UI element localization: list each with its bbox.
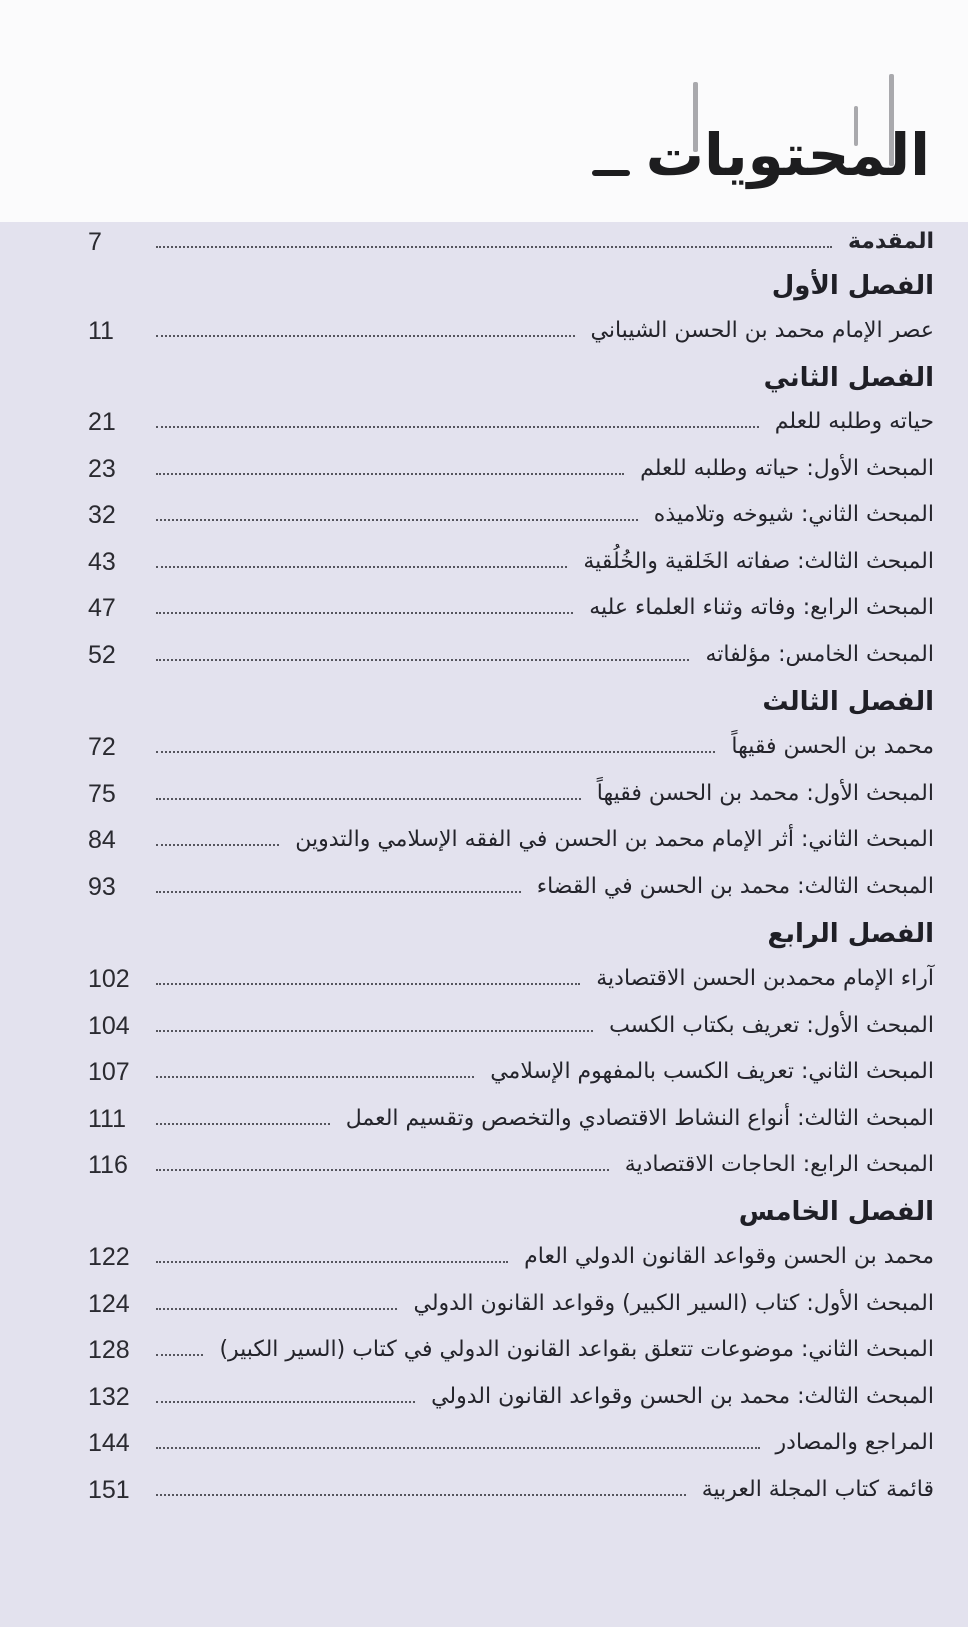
toc-entry[interactable] (88, 820, 934, 856)
dot-leader (156, 473, 624, 475)
toc-entry[interactable] (88, 1377, 934, 1413)
toc-entry-page: 72 (88, 733, 116, 761)
toc-entry[interactable] (88, 1237, 934, 1273)
dot-leader (156, 519, 638, 521)
toc-entry-label: محمد بن الحسن فقيهاً (731, 734, 934, 759)
toc-entry-page: 75 (88, 780, 116, 808)
dot-leader (156, 1447, 760, 1449)
toc-entry-page: 102 (88, 965, 130, 993)
toc-entry-page: 32 (88, 501, 116, 529)
toc-entry-label: محمد بن الحسن وقواعد القانون الدولي العام (524, 1244, 934, 1269)
title-decor-tail (592, 170, 630, 176)
toc-entry-page: 11 (88, 317, 114, 345)
toc-entry-label: المبحث الرابع: وفاته وثناء العلماء عليه (589, 595, 934, 620)
toc-entry[interactable] (88, 449, 934, 485)
toc-entry-page: 132 (88, 1383, 130, 1411)
toc-entry[interactable] (88, 1006, 934, 1042)
toc-entry-label: المراجع والمصادر (775, 1430, 934, 1455)
toc-entry[interactable] (88, 959, 934, 995)
dot-leader (156, 1076, 474, 1078)
toc-entry-label: آراء الإمام محمدبن الحسن الاقتصادية (596, 966, 934, 991)
dot-leader (156, 566, 567, 568)
toc-entry-label: قائمة كتاب المجلة العربية (701, 1477, 934, 1502)
title-block (590, 72, 930, 190)
toc-entry-page: 107 (88, 1058, 130, 1086)
toc-entry-page: 128 (88, 1336, 130, 1364)
toc-entry-page: 104 (88, 1012, 130, 1040)
dot-leader (156, 426, 759, 428)
page-header (0, 0, 968, 222)
contents-panel (0, 222, 968, 1627)
dot-leader (156, 246, 832, 248)
toc-entry[interactable] (88, 1052, 934, 1088)
dot-leader (156, 1030, 593, 1032)
dot-leader (156, 844, 279, 846)
dot-leader (156, 659, 689, 661)
dot-leader (156, 983, 580, 985)
toc-entry[interactable] (88, 588, 934, 624)
toc-entry[interactable] (88, 311, 934, 347)
toc-entry-page: 124 (88, 1290, 130, 1318)
toc-entry[interactable] (88, 542, 934, 578)
dot-leader (156, 1494, 686, 1496)
toc-entry[interactable] (88, 1330, 934, 1366)
toc-entry-page: 116 (88, 1151, 128, 1179)
toc-entry[interactable] (88, 727, 934, 763)
toc-entry-page: 43 (88, 548, 116, 576)
toc-entry-label: المبحث الرابع: الحاجات الاقتصادية (624, 1152, 934, 1177)
dot-leader (156, 612, 573, 614)
toc-entry-label: حياته وطلبه للعلم (774, 409, 934, 434)
toc-entry-page: 151 (88, 1476, 130, 1504)
toc-entry[interactable] (88, 635, 934, 671)
toc-entry[interactable] (88, 495, 934, 531)
toc-entry-page: 144 (88, 1429, 130, 1457)
toc-entry-page: 122 (88, 1243, 130, 1271)
chapter-heading: الفصل الرابع (767, 919, 934, 949)
toc-entry-references[interactable] (88, 1423, 934, 1459)
toc-entry-label: المبحث الثالث: محمد بن الحسن وقواعد القانون الدولي (431, 1384, 934, 1409)
toc-entry-label: المبحث الأول: حياته وطلبه للعلم (640, 456, 934, 481)
toc-entry-book-list[interactable] (88, 1470, 934, 1506)
chapter-heading: الفصل الثاني (763, 363, 934, 393)
toc-entry-introduction[interactable] (88, 222, 934, 258)
toc-entry-page: 47 (88, 594, 116, 622)
toc-entry-label: المقدمة (847, 229, 934, 254)
toc-entry-label: المبحث الثاني: تعريف الكسب بالمفهوم الإسلامي (490, 1059, 934, 1084)
toc-entry-page: 21 (88, 408, 116, 436)
dot-leader (156, 1123, 330, 1125)
dot-leader (156, 1308, 397, 1310)
toc-entry-page: 93 (88, 873, 116, 901)
dot-leader (156, 1401, 415, 1403)
toc-entry-page: 52 (88, 641, 116, 669)
toc-entry-label: المبحث الخامس: مؤلفاته (705, 642, 934, 667)
toc-entry[interactable] (88, 867, 934, 903)
toc-entry[interactable] (88, 1284, 934, 1320)
toc-entry-page: 23 (88, 455, 116, 483)
toc-entry-label: المبحث الثالث: أنواع النشاط الاقتصادي والتخصص وتقسيم العمل (345, 1106, 934, 1131)
toc-entry-label: المبحث الثاني: شيوخه وتلاميذه (653, 502, 934, 527)
toc-entry-label: عصر الإمام محمد بن الحسن الشيباني (590, 318, 934, 343)
toc-entry-label: المبحث الثالث: صفاته الخَلقية والخُلُقية (583, 549, 934, 574)
dot-leader (156, 798, 581, 800)
toc-entry-label: المبحث الثالث: محمد بن الحسن في القضاء (536, 874, 934, 899)
toc-entry-page: 84 (88, 826, 116, 854)
table-of-contents (0, 222, 968, 1622)
toc-entry-label: المبحث الأول: محمد بن الحسن فقيهاً (596, 781, 934, 806)
chapter-heading: الفصل الخامس (738, 1197, 934, 1227)
toc-entry-label: المبحث الأول: تعريف بكتاب الكسب (609, 1013, 934, 1038)
chapter-heading: الفصل الأول (771, 271, 934, 301)
toc-entry-label: المبحث الثاني: أثر الإمام محمد بن الحسن في الفقه الإسلامي والتدوين (295, 827, 934, 852)
toc-entry-label: المبحث الثاني: موضوعات تتعلق بقواعد القانون الدولي في كتاب (السير الكبير) (219, 1337, 934, 1362)
toc-entry-page: 111 (88, 1105, 127, 1133)
toc-entry[interactable] (88, 402, 934, 438)
dot-leader (156, 1261, 508, 1263)
dot-leader (156, 1169, 609, 1171)
toc-entry[interactable] (88, 774, 934, 810)
dot-leader (156, 891, 521, 893)
dot-leader (156, 335, 575, 337)
toc-entry-page: 7 (88, 228, 102, 256)
toc-entry[interactable] (88, 1099, 934, 1135)
dot-leader (156, 751, 715, 753)
toc-entry[interactable] (88, 1145, 934, 1181)
page-title: المحتويات (645, 121, 930, 189)
dot-leader (156, 1354, 203, 1356)
chapter-heading: الفصل الثالث (762, 687, 934, 717)
toc-entry-label: المبحث الأول: كتاب (السير الكبير) وقواعد القانون الدولي (413, 1291, 934, 1316)
